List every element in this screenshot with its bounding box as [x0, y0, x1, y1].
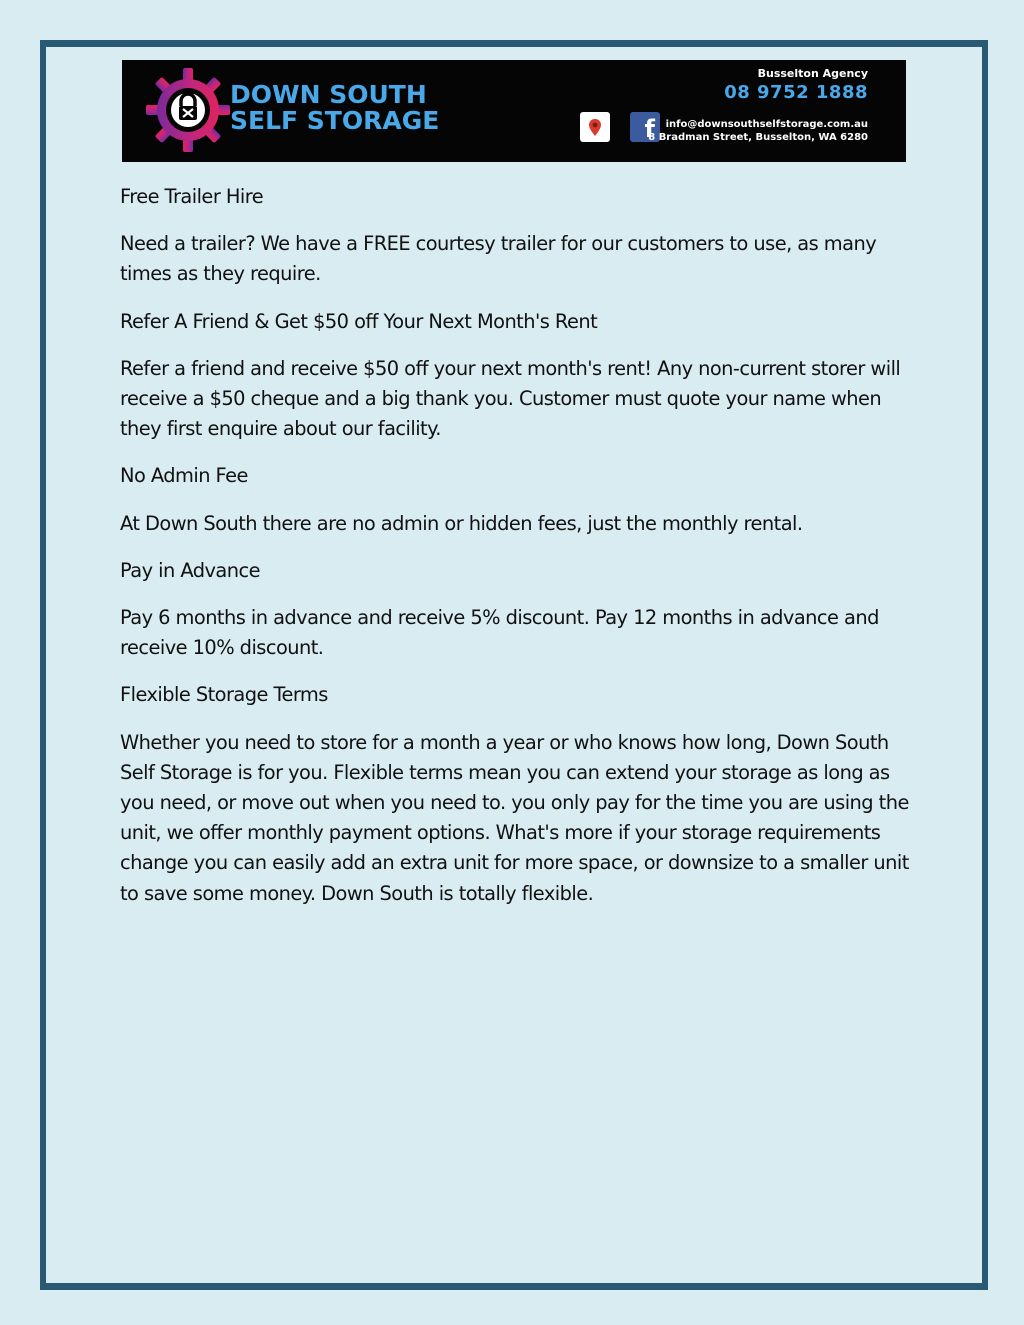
section-body: Refer a friend and receive $50 off your next month's rent! Any non-current storer will receive a $50 cheque and a big thank you. Customer must quote your name when they first enquire about our facility.: [120, 356, 901, 441]
document-body: [120, 182, 910, 926]
section-body: Whether you need to store for a month a year or who knows how long, Down South Self Storage is for you. Flexible terms mean you can extend your storage as long as you need, or move out when you need to. you only pay for the time you are using the unit, we offer monthly payment options. What's more if your storage requirements change you can easily add an extra unit for more space, or downsize to a smaller unit to save some money. Down South is totally flexible.: [120, 730, 909, 905]
email-address[interactable]: info@downsouthselfstorage.com.au: [665, 119, 868, 130]
agency-label: Busselton Agency: [757, 67, 868, 80]
section-heading: Pay in Advance: [120, 558, 260, 582]
phone-number[interactable]: 08 9752 1888: [724, 82, 868, 103]
section-body: Need a trailer? We have a FREE courtesy trailer for our customers to use, as many times as they require.: [120, 232, 877, 286]
contact-block: [648, 66, 868, 144]
brand-line-1: DOWN SOUTH: [230, 80, 427, 109]
brand-name: [230, 82, 439, 134]
section-heading: Free Trailer Hire: [120, 185, 264, 208]
section-heading: Refer A Friend & Get $50 off Your Next Month's Rent: [120, 309, 598, 333]
gear-lock-logo-icon: [146, 68, 230, 152]
section-body: At Down South there are no admin or hidden fees, just the monthly rental.: [120, 511, 803, 535]
brand-line-2: SELF STORAGE: [230, 106, 440, 135]
facebook-icon[interactable]: f: [630, 112, 660, 142]
header-banner: [122, 60, 906, 162]
section-body: Pay 6 months in advance and receive 5% discount. Pay 12 months in advance and receive 10% discount.: [120, 606, 879, 660]
section-heading: Flexible Storage Terms: [120, 683, 328, 707]
map-pin-glyph: [580, 112, 610, 142]
map-pin-icon[interactable]: [580, 112, 610, 142]
street-address: 8 Bradman Street, Busselton, WA 6280: [648, 132, 868, 143]
section-heading: No Admin Fee: [120, 464, 248, 488]
